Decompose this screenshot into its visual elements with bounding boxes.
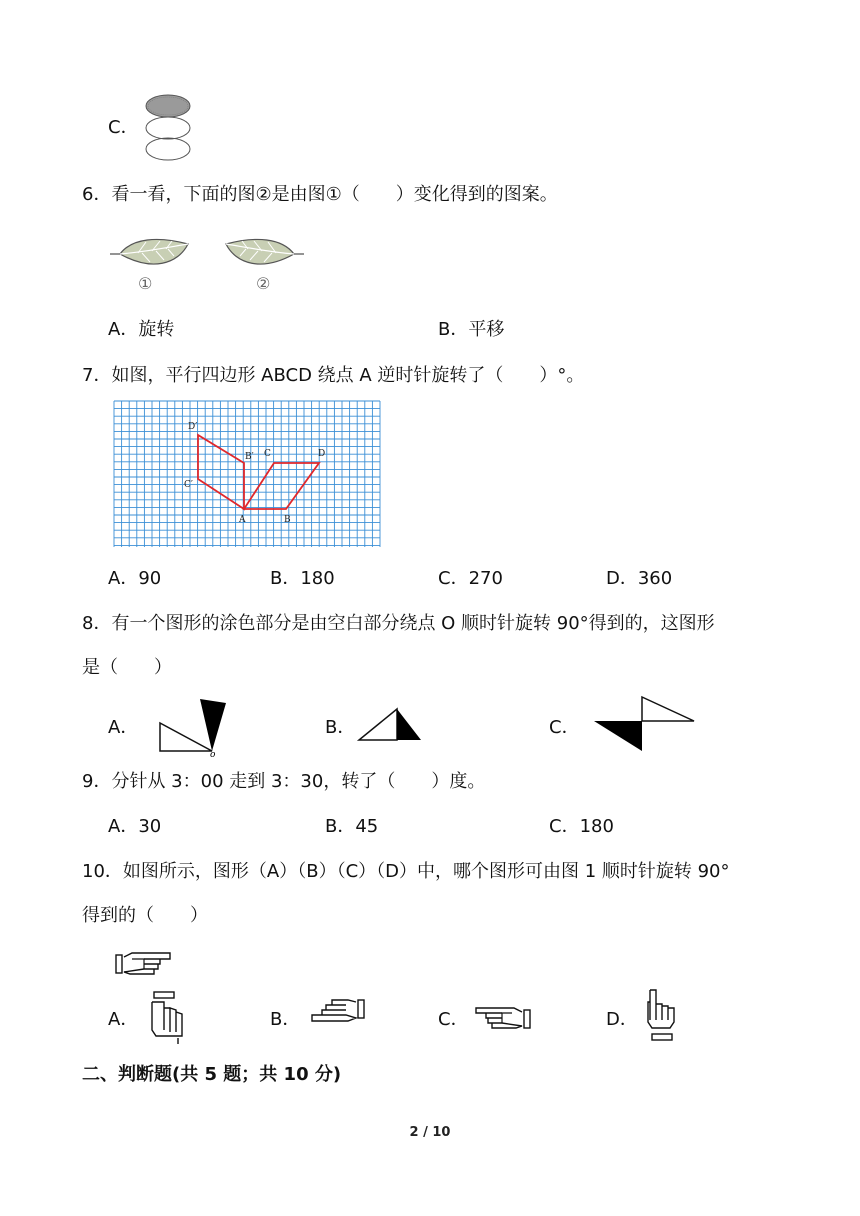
q7-label-b-prime: B′ [245, 452, 254, 462]
q7-label-b: B [284, 515, 291, 525]
q8-option-a[interactable]: A． [108, 717, 139, 738]
q8-question-stem-line1: 8．有一个图形的涂色部分是由空白部分绕点 O 顺时针旋转 90°得到的，这图形 [82, 613, 715, 634]
q10-option-c[interactable]: C． [438, 1009, 469, 1030]
q8-question-stem-line2: 是（ ） [82, 657, 172, 678]
q7-option-d[interactable]: D．360 [606, 568, 673, 589]
q7-label-d: D [318, 449, 326, 459]
q7-grid-figure [114, 401, 382, 547]
q8-option-a-figure [156, 697, 232, 760]
q10-option-a-hand-icon [148, 990, 188, 1046]
q6-figure-2-label: ② [256, 274, 271, 293]
q6-question-stem: 6．看一看，下面的图②是由图①（ ）变化得到的图案。 [82, 184, 558, 205]
q9-option-c[interactable]: C．180 [549, 816, 614, 837]
q7-label-a: A [239, 515, 246, 525]
q7-question-stem: 7．如图，平行四边形 ABCD 绕点 A 逆时针旋转了（ ）°。 [82, 365, 585, 386]
q5-option-c-ellipses-figure [144, 92, 194, 164]
svg-text:o: o [210, 750, 216, 760]
q10-option-a[interactable]: A． [108, 1009, 139, 1030]
q9-question-stem: 9．分针从 3：00 走到 3：30，转了（ ）度。 [82, 771, 486, 792]
q6-figure-1-label: ① [138, 274, 153, 293]
q10-question-stem-line1: 10．如图所示，图形（A）（B）（C）（D）中，哪个图形可由图 1 顺时针旋转 90° [82, 861, 730, 882]
q9-option-a[interactable]: A．30 [108, 816, 162, 837]
q8-option-c-figure [590, 693, 700, 757]
section-2-heading: 二、判断题(共 5 题；共 10 分) [82, 1064, 342, 1085]
q7-label-d-prime: D′ [188, 422, 198, 432]
q10-option-b[interactable]: B． [270, 1009, 301, 1030]
q10-option-b-hand-icon [308, 996, 366, 1032]
q6-option-b[interactable]: B．平移 [438, 319, 505, 340]
q7-option-c[interactable]: C．270 [438, 568, 503, 589]
q6-option-a[interactable]: A．旋转 [108, 319, 175, 340]
q7-option-b[interactable]: B．180 [270, 568, 335, 589]
q8-option-c[interactable]: C． [549, 717, 580, 738]
q7-option-a[interactable]: A．90 [108, 568, 162, 589]
q5-option-c-label: C． [108, 117, 139, 138]
q8-option-b-figure [357, 703, 425, 745]
q9-option-b[interactable]: B．45 [325, 816, 379, 837]
q10-figure-1-hand-icon [114, 945, 174, 977]
q10-option-c-hand-icon [472, 996, 532, 1032]
q10-option-d-hand-icon [644, 988, 684, 1048]
q7-label-c-prime: C′ [184, 480, 193, 490]
q6-leaf-figure-2 [222, 234, 306, 274]
q7-label-c: C [264, 449, 271, 459]
q10-option-d[interactable]: D． [606, 1009, 638, 1030]
q8-option-b[interactable]: B． [325, 717, 356, 738]
q6-leaf-figure-1 [108, 234, 192, 274]
q10-question-stem-line2: 得到的（ ） [82, 905, 208, 926]
page-number: 2 / 10 [409, 1125, 451, 1140]
